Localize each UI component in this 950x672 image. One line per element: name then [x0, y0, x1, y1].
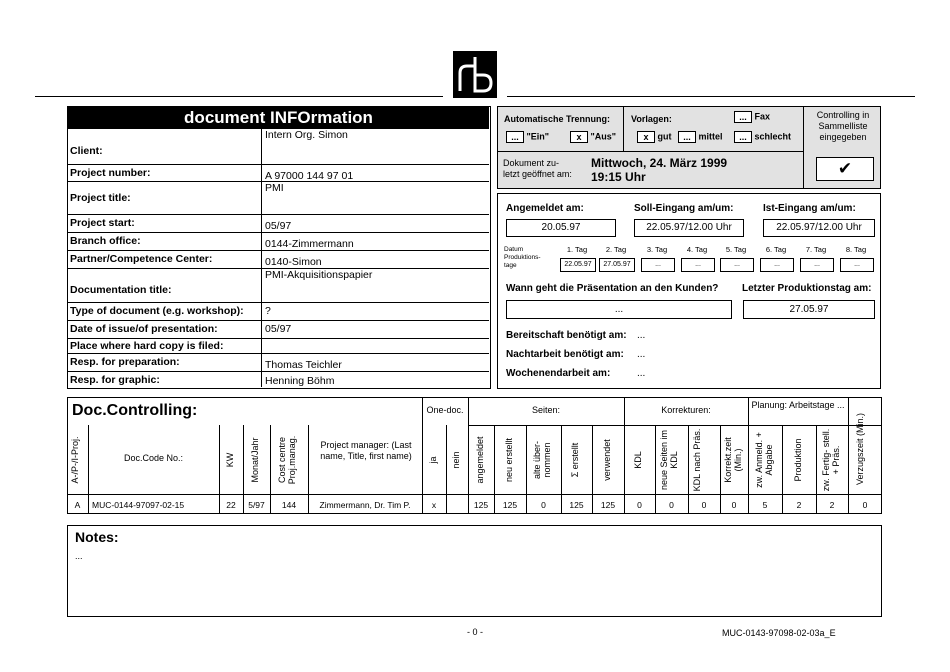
page-number: - 0 - [466, 627, 483, 637]
info-row-resp-preparation: Resp. for preparation: Thomas Teichler [68, 353, 489, 371]
header-kdl: KDL [633, 451, 643, 469]
info-row-date-of-issue: Date of issue/of presentation: 05/97 [68, 320, 489, 338]
table-row-kdl-nach: 0 [701, 500, 707, 510]
document-information-title: document INFOrmation [68, 107, 489, 129]
table-row-kw: 22 [226, 500, 236, 510]
header-alte-uebernommen: alte über- nommen [532, 440, 552, 480]
day-3-field[interactable]: ... [641, 258, 675, 272]
day-2-field[interactable]: 27.05.97 [599, 258, 635, 272]
header-project-manager: Project manager: (Last name, Title, first name) [320, 440, 412, 461]
header-ja: ja [428, 456, 438, 464]
table-row-neue-seiten: 0 [669, 500, 674, 510]
info-row-project-start: Project start: 05/97 [68, 214, 489, 232]
last-day-field[interactable]: 27.05.97 [743, 300, 875, 319]
doc-controlling-title: Doc.Controlling: [72, 402, 198, 419]
notes-body[interactable]: ... [75, 551, 83, 561]
info-row-project-title: Project title: PMI [68, 181, 489, 214]
night-value: ... [637, 349, 646, 360]
table-row-month: 5/97 [248, 500, 265, 510]
header-neu-erstellt: neu erstellt [504, 437, 514, 483]
weekend-label: Wochenendarbeit am: [506, 368, 611, 379]
controlling-check-icon[interactable]: ✔ [816, 157, 874, 181]
fax-checkbox[interactable]: ... [734, 111, 752, 123]
announced-field[interactable]: 20.05.97 [506, 219, 616, 237]
table-row-sum: 125 [569, 500, 584, 510]
company-logo [453, 51, 497, 98]
header-produktion: Produktion [793, 438, 803, 482]
header-kw: KW [225, 452, 235, 468]
table-row-zw-fertig: 2 [829, 500, 835, 510]
info-row-client: Client: Intern Org. Simon [70, 129, 348, 157]
header-verwendet: verwendet [602, 439, 612, 481]
header-verzugszeit: Verzugszeit (Min.) [855, 412, 865, 486]
day-7-field[interactable]: ... [800, 258, 834, 272]
table-row-nein [446, 499, 468, 511]
header-rule-right [507, 96, 915, 97]
table-row-produktion: 2 [796, 500, 802, 510]
info-row-branch-office: Branch office: 0144-Zimmermann [68, 232, 489, 250]
auto-separation-panel: Automatische Trennung: ... "Ein" x "Aus" Vorlagen: ... Fax x gut ... mittel ... schlecht Controlling in Sammelliste eingegeben ✔ Dokument zu- letzt geöffnet am: Mittwoch, 24. März 1999 19:15 Uhr [497, 106, 881, 189]
target-field[interactable]: 22.05.97/12.00 Uhr [634, 219, 744, 237]
group-pages: Seiten: [531, 405, 561, 415]
table-row-code: MUC-0144-97097-02-15 [92, 500, 185, 510]
group-planning: Planung: Arbeitstage ... [751, 400, 845, 410]
table-row-angemeldet: 125 [473, 500, 489, 510]
controlling-label: Controlling in Sammelliste eingegeben [816, 110, 870, 142]
opened-time: 19:15 Uhr [591, 170, 646, 184]
info-row-resp-graphic: Resp. for graphic: Henning Böhm [68, 371, 489, 388]
day-6-field[interactable]: ... [760, 258, 794, 272]
target-label: Soll-Eingang am/um: [634, 203, 734, 214]
night-label: Nachtarbeit benötigt am: [506, 349, 624, 360]
table-row-zw-anmeld: 5 [762, 500, 768, 510]
table-row-korrekt: 0 [731, 500, 737, 510]
opened-label: Dokument zu- letzt geöffnet am: [503, 158, 572, 179]
presentation-field[interactable]: ... [506, 300, 732, 319]
day-5-field[interactable]: ... [720, 258, 754, 272]
gut-checkbox[interactable]: x [637, 131, 655, 143]
info-row-documentation-title: Documentation title: PMI-Akquisitionspapier [68, 268, 489, 302]
ein-checkbox[interactable]: ... [506, 131, 524, 143]
readiness-value: ... [637, 330, 646, 341]
table-row-alte: 0 [541, 500, 546, 510]
auto-separation-label: Automatische Trennung: [504, 114, 611, 124]
header-korrekturzeit: Korrekt.zeit (Min.) [723, 437, 743, 483]
header-code: Doc.Code No.: [123, 453, 184, 463]
header-month: Monat/Jahr [250, 437, 260, 483]
aus-checkbox[interactable]: x [570, 131, 588, 143]
table-row-pm: Zimmermann, Dr. Tim P. [319, 500, 411, 510]
info-row-place-filed: Place where hard copy is filed: [68, 338, 489, 353]
table-row-verwendet: 125 [600, 500, 616, 510]
opened-date: Mittwoch, 24. März 1999 [591, 156, 728, 170]
table-row-verzug: 0 [862, 500, 868, 510]
actual-field[interactable]: 22.05.97/12.00 Uhr [763, 219, 875, 237]
document-information-panel [67, 106, 491, 389]
mittel-checkbox[interactable]: ... [678, 131, 696, 143]
header-angemeldet: angemeldet [475, 436, 485, 484]
header-nein: nein [451, 451, 461, 469]
templates-label: Vorlagen: [631, 114, 672, 124]
header-sum-erstellt: Σ erstellt [570, 442, 580, 478]
production-days-label: Datum Produktions- tage [504, 246, 541, 269]
group-corrections: Korrekturen: [661, 405, 711, 415]
document-code: MUC-0143-97098-02-03a_E [722, 628, 836, 638]
table-row-neu: 125 [502, 500, 518, 510]
readiness-label: Bereitschaft benötigt am: [506, 330, 627, 341]
announced-label: Angemeldet am: [506, 203, 584, 214]
header-zw-anmeld: zw. Anmeld. + Abgabe [754, 432, 774, 488]
presentation-label: Wann geht die Präsentation an den Kunden? [506, 283, 719, 294]
header-zw-fertig: zw. Fertig- stell. + Präs. [821, 428, 841, 492]
info-row-type-of-document: Type of document (e.g. workshop): ? [68, 302, 489, 320]
table-row-cost: 144 [281, 500, 297, 510]
info-row-project-number: Project number: A 97000 144 97 01 [68, 164, 489, 180]
schlecht-checkbox[interactable]: ... [734, 131, 752, 143]
table-row-kdl: 0 [637, 500, 642, 510]
notes-title: Notes: [75, 529, 119, 545]
table-row-proj: A [74, 500, 81, 510]
info-row-partner: Partner/Competence Center: 0140-Simon [68, 250, 489, 268]
actual-label: Ist-Eingang am/um: [763, 203, 856, 214]
day-1-field[interactable]: 22.05.97 [560, 258, 596, 272]
schedule-panel: Angemeldet am: Soll-Eingang am/um: Ist-Eingang am/um: 20.05.97 22.05.97/12.00 Uhr 22.05.97/12.00 Uhr Datum Produktions- tage 1. Tag 2. Tag 3. Tag 4. Tag 5. Tag 6. Tag 7. Tag 8. Tag 22.05.97 27.05.97 ... ... ... ... ... ... Wann geht die Präsentation an den Kunden? Letzter Produktionstag am: ... 27.05.97 Bereitschaft benötigt am: ... Nachtarbeit benötigt am: ... Wochenendarbeit am: ... [497, 193, 881, 389]
header-neue-seiten: neue Seiten im KDL [659, 429, 679, 491]
header-proj: A-/P-/I-Proj. [70, 436, 80, 484]
day-4-field[interactable]: ... [681, 258, 715, 272]
day-8-field[interactable]: ... [840, 258, 874, 272]
header-kdl-nach: KDL nach Präs. [692, 428, 702, 492]
last-day-label: Letzter Produktionstag am: [742, 283, 872, 294]
header-cost-centre: Cost centre Proj.manag. [277, 435, 297, 485]
group-one-doc: One-doc. [426, 405, 464, 415]
notes-panel [67, 525, 882, 617]
weekend-value: ... [637, 368, 646, 379]
table-row-ja: x [431, 500, 437, 510]
header-rule-left [35, 96, 443, 97]
